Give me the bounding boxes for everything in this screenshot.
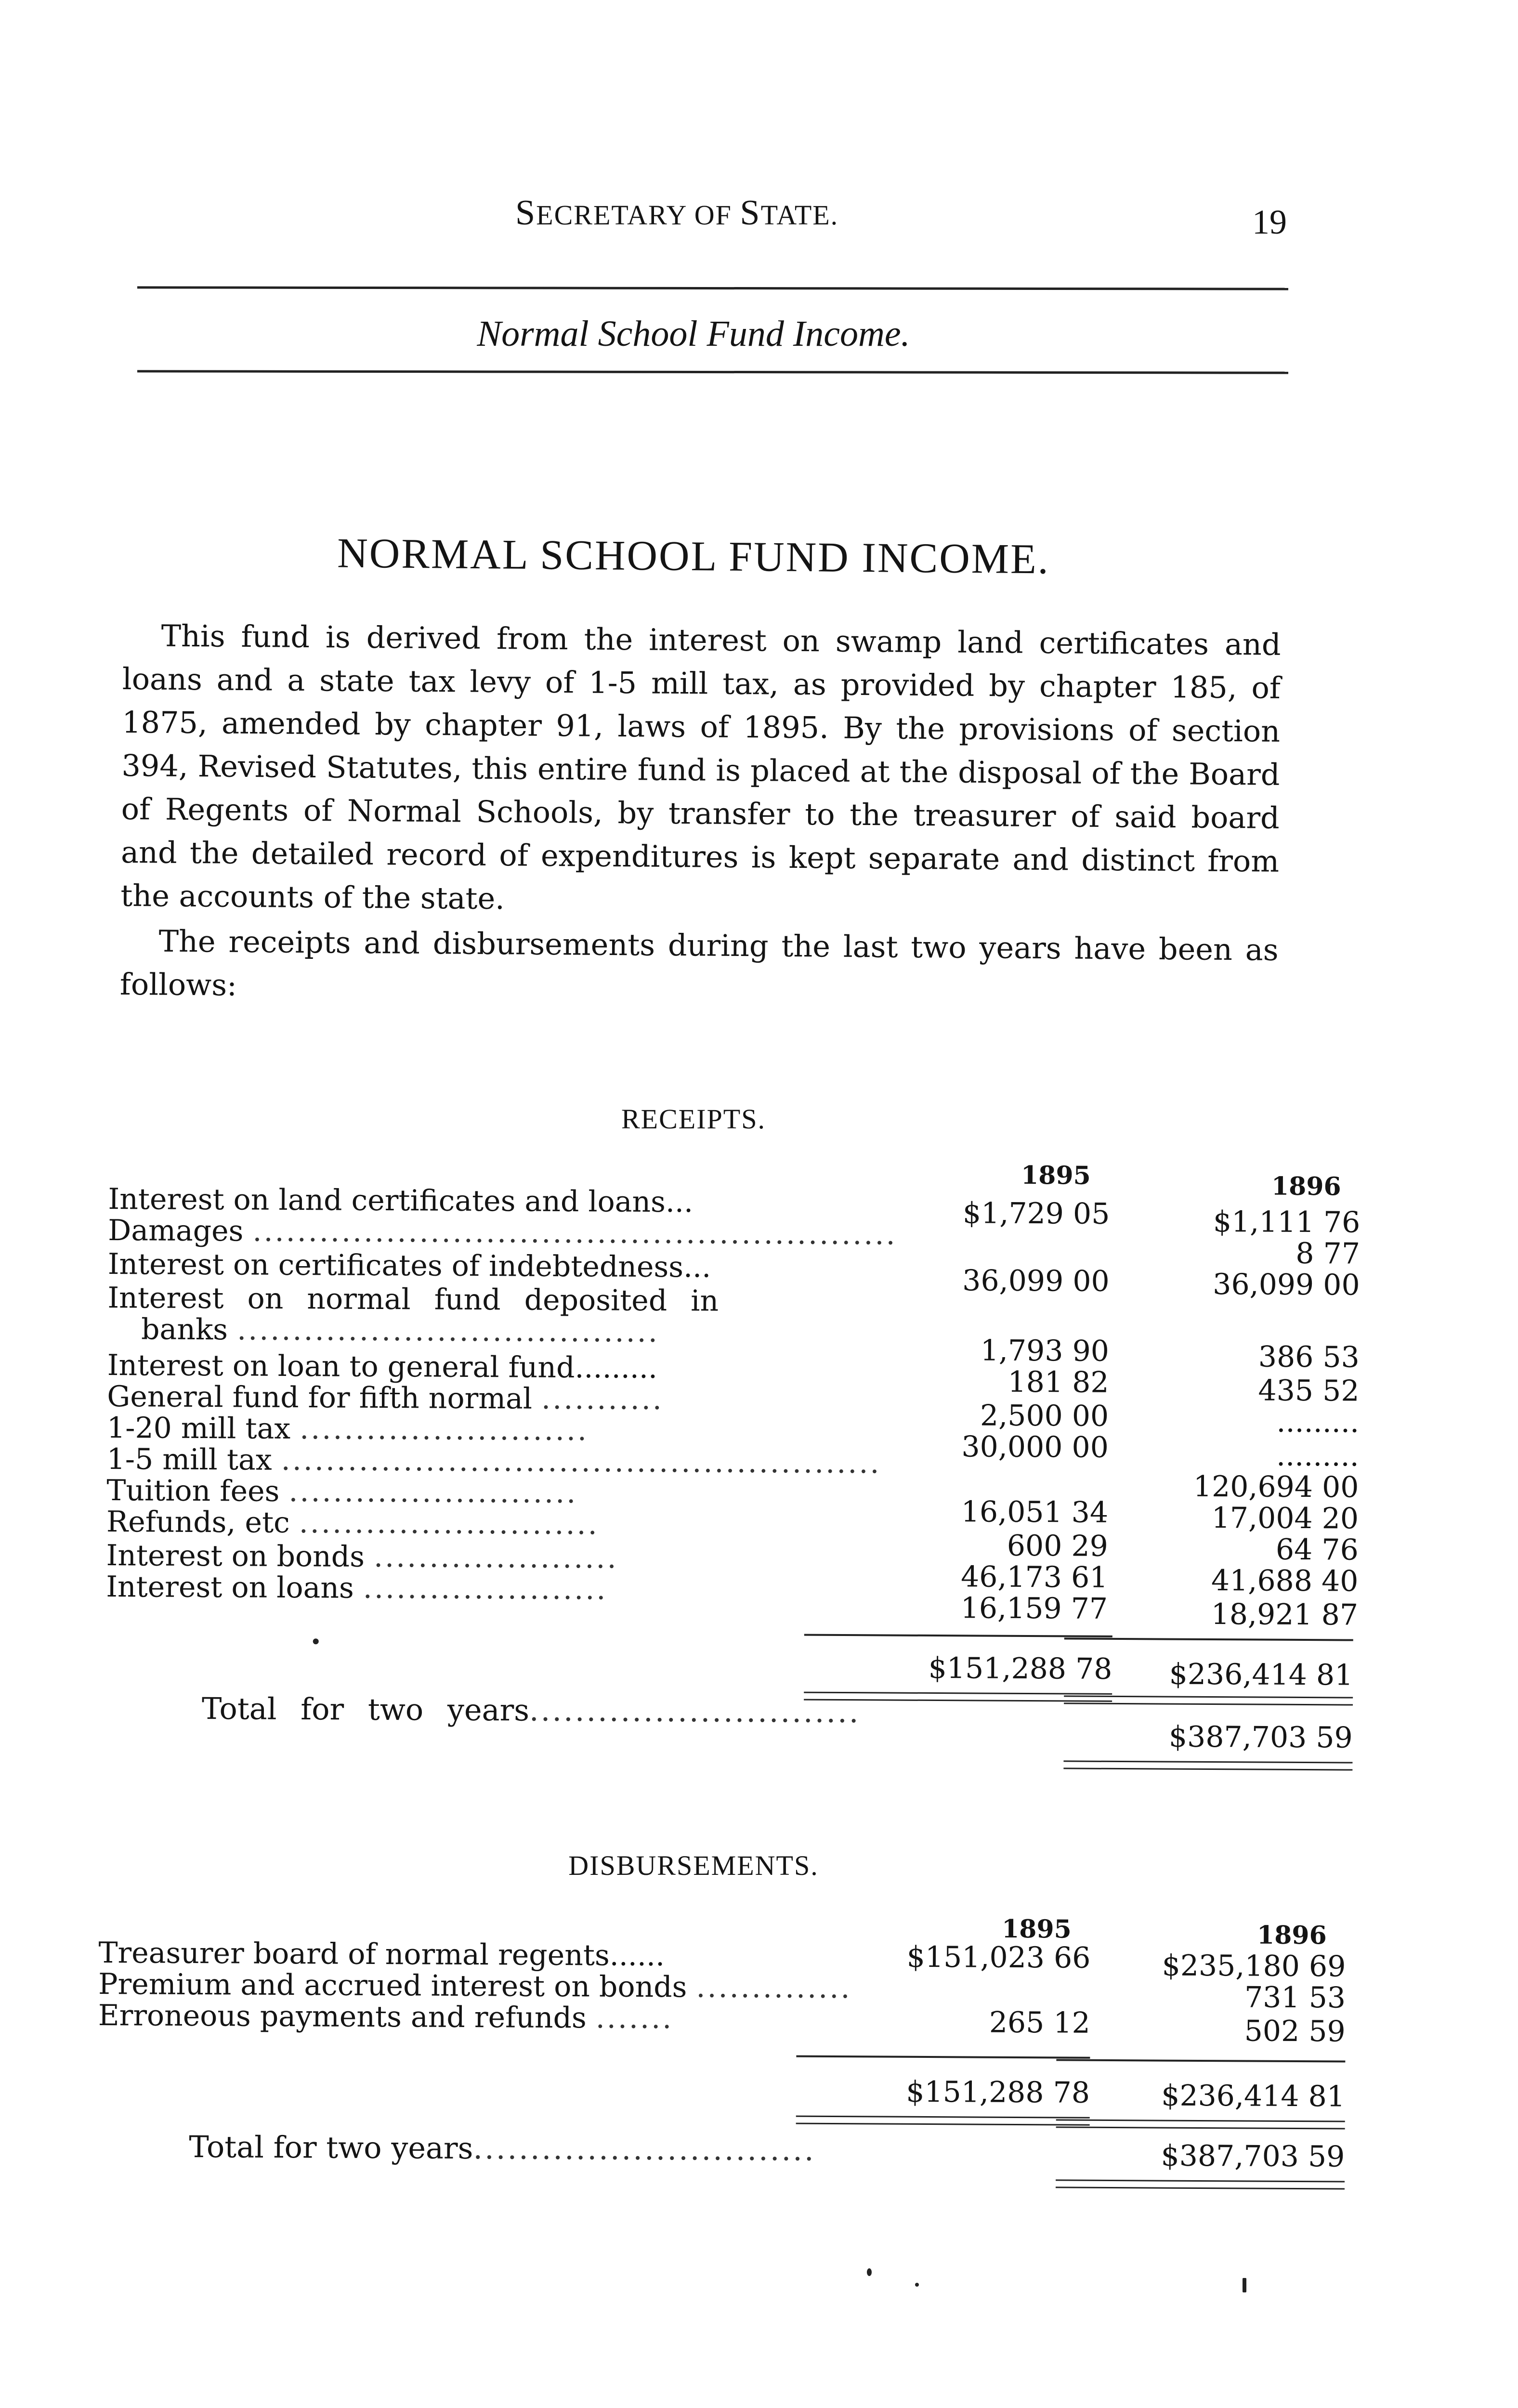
dot-leader: ...................................... xyxy=(236,1313,660,1349)
header-rule-bottom xyxy=(137,370,1288,374)
intro-paragraph-1: This fund is derived from the interest on swamp land certificates and loans and a state tax levy of 1-5 mill tax, as provided by chapter 185, of 1875, amended by chapter 91, laws of 1895. By the provisions of section 394, Revised Statutes, this entire fund is placed at the disposal of the Board of Regents of Normal Schools, by transfer to the treasurer of said board and the detailed record of expenditures is kept separate and distinct from the accounts of the state. xyxy=(120,618,1281,916)
row-label: Treasurer board of normal regents...... xyxy=(98,1936,665,1973)
row-value-1895: $1,729 05 xyxy=(962,1196,1110,1231)
row-value-1896: 386 53 xyxy=(1258,1340,1360,1374)
row-label: Interest on land certificates and loans... xyxy=(108,1182,694,1219)
disbursements-header-1896: 1896 xyxy=(1256,1920,1327,1950)
print-speck xyxy=(867,2268,872,2276)
row-value-1895: 30,000 00 xyxy=(961,1430,1109,1465)
subtotal-rule-1896 xyxy=(1064,1637,1353,1641)
dot-leader: ........................... xyxy=(299,1506,599,1542)
running-head-text-2: TATE. xyxy=(760,199,839,231)
receipts-header-1895: 1895 xyxy=(1021,1160,1091,1191)
grand-total-rule-a xyxy=(1063,1760,1352,1763)
row-value-1896: 18,921 87 xyxy=(1211,1597,1359,1632)
page-title: NORMAL SCHOOL FUND INCOME. xyxy=(337,530,1050,583)
row-label: Refunds, etc xyxy=(106,1505,290,1540)
disbursements-title: DISBURSEMENTS. xyxy=(568,1850,819,1881)
dot-leader: .............. xyxy=(696,1970,852,2005)
row-value-1895: 16,159 77 xyxy=(960,1591,1108,1626)
subtotal-rule-1895 xyxy=(796,2055,1090,2059)
row-value-1896: 8 77 xyxy=(1296,1236,1361,1271)
receipts-table xyxy=(106,1156,1361,1755)
dot-leader: .............................. xyxy=(473,2131,816,2168)
grand-total-row xyxy=(202,1691,861,1729)
subtotal-double-rule-1895-a xyxy=(796,2116,1090,2119)
row-value-1895: 1,793 90 xyxy=(980,1334,1110,1368)
print-speck xyxy=(313,1638,319,1644)
subtotal-double-rule-1895-b xyxy=(796,2123,1090,2126)
row-value-1896: ......... xyxy=(1276,1439,1359,1473)
row-value-1896: $235,180 69 xyxy=(1162,1949,1346,1984)
row-value-1895: 46,173 61 xyxy=(960,1560,1108,1595)
subtotal-double-rule-1896-a xyxy=(1064,1695,1353,1698)
disbursements-table xyxy=(98,1907,1346,2174)
page-number: 19 xyxy=(1252,203,1287,241)
row-label: 1-20 mill tax xyxy=(106,1411,291,1446)
running-head-initial-2: S xyxy=(740,193,761,233)
row-label: Erroneous payments and refunds xyxy=(98,1998,587,2035)
row-value-1896: 36,099 00 xyxy=(1213,1268,1360,1302)
dot-leader: ............................. xyxy=(529,1692,861,1730)
subtotal-rule-1895 xyxy=(804,1634,1112,1637)
grand-total-rule-b xyxy=(1056,2186,1345,2189)
receipts-title: RECEIPTS. xyxy=(621,1103,766,1135)
dot-leader: ...................... xyxy=(373,1540,618,1575)
row-value-1896: 41,688 40 xyxy=(1211,1564,1359,1598)
row-value-1896: 502 59 xyxy=(1244,2014,1346,2049)
row-value-1895: $151,023 66 xyxy=(906,1940,1091,1975)
subtotal-1895: $151,288 78 xyxy=(906,2075,1090,2110)
dot-leader: ....... xyxy=(595,2001,674,2036)
intro-text xyxy=(120,614,1281,1015)
row-label: Interest on bonds xyxy=(106,1538,365,1574)
row-label: Tuition fees xyxy=(106,1473,280,1508)
row-value-1896: 120,694 00 xyxy=(1193,1469,1359,1505)
dot-leader: .......................... xyxy=(288,1474,578,1510)
subtotal-double-rule-1896-b xyxy=(1064,1702,1353,1705)
running-head xyxy=(515,193,838,234)
running-head-text: ECRETARY OF xyxy=(536,199,740,231)
subtotal-double-rule-1896-a xyxy=(1056,2119,1345,2122)
row-value-1895: 16,051 34 xyxy=(961,1495,1109,1530)
dot-leader: .......................... xyxy=(300,1412,589,1448)
disbursements-row xyxy=(98,1998,1346,2049)
grand-total-label: Total for two years xyxy=(189,2129,473,2166)
grand-total-value: $387,703 59 xyxy=(1168,1720,1353,1755)
intro-paragraph-2: The receipts and disbursements during the last two years have been as follows: xyxy=(119,923,1279,1003)
row-value-1895: 181 82 xyxy=(1008,1365,1109,1400)
dot-leader: ........... xyxy=(541,1382,664,1417)
receipts-header-1896: 1896 xyxy=(1271,1171,1341,1202)
subtotal-1896: $236,414 81 xyxy=(1169,1657,1353,1692)
subtotal-double-rule-1896-b xyxy=(1056,2126,1345,2129)
row-value-1895: 600 29 xyxy=(1007,1529,1108,1563)
grand-total-label: Total for two years xyxy=(201,1691,530,1728)
subtotal-rule-1896 xyxy=(1056,2059,1345,2062)
dot-leader: .......................................................... xyxy=(252,1214,897,1252)
row-value-1895: 36,099 00 xyxy=(962,1264,1110,1298)
row-value-1896: 17,004 20 xyxy=(1211,1501,1359,1536)
row-label: 1-5 mill tax xyxy=(106,1442,272,1477)
row-label: Interest on certificates of indebtedness... xyxy=(107,1247,711,1284)
print-speck xyxy=(915,2283,919,2287)
row-value-1896: $1,111 76 xyxy=(1213,1205,1361,1240)
disbursements-header-1895: 1895 xyxy=(1001,1914,1072,1944)
running-head-initial: S xyxy=(515,193,537,233)
dot-leader: ...................................................... xyxy=(281,1443,881,1480)
subtotal-1896: $236,414 81 xyxy=(1161,2079,1346,2114)
row-label: Interest on loans xyxy=(106,1570,354,1605)
print-speck xyxy=(1243,2278,1246,2292)
row-value-1896: 731 53 xyxy=(1244,1980,1346,2015)
row-value-1896: 435 52 xyxy=(1258,1374,1360,1408)
section-heading: Normal School Fund Income. xyxy=(477,314,910,354)
row-value-1895: 2,500 00 xyxy=(980,1399,1109,1433)
grand-total-value: $387,703 59 xyxy=(1161,2139,1345,2174)
row-label: Premium and accrued interest on bonds xyxy=(98,1967,687,2004)
grand-total-rule-b xyxy=(1063,1767,1352,1770)
header-rule-top xyxy=(137,286,1288,290)
row-label: banks xyxy=(141,1312,228,1347)
row-label: Interest on loan to general fund......... xyxy=(107,1348,658,1385)
row-label: General fund for fifth normal xyxy=(107,1379,533,1416)
row-label: Interest on normal fund deposited in xyxy=(107,1281,719,1318)
dot-leader: ...................... xyxy=(363,1571,608,1607)
grand-total-rule-a xyxy=(1056,2179,1345,2182)
grand-total-row xyxy=(189,2129,816,2168)
row-value-1896: 64 76 xyxy=(1275,1532,1359,1567)
row-label: Damages xyxy=(108,1213,244,1248)
subtotal-1895: $151,288 78 xyxy=(928,1651,1112,1686)
row-value-1896: ......... xyxy=(1276,1405,1360,1440)
row-value-1895: 265 12 xyxy=(989,2005,1090,2040)
